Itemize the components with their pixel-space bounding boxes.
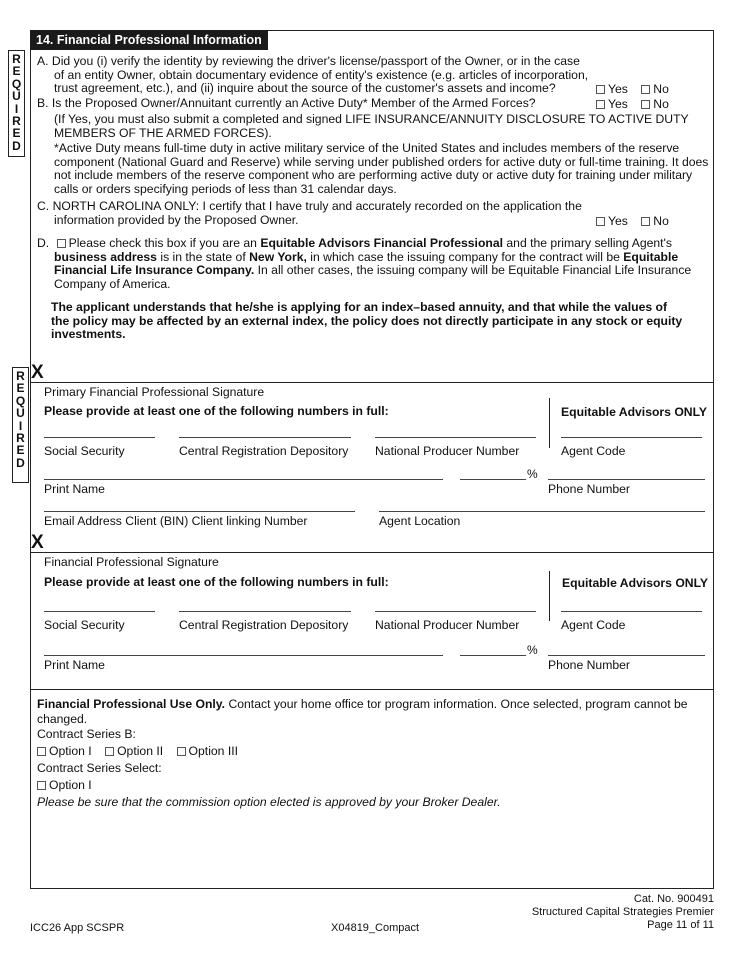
no-label: No [653, 97, 669, 111]
fp-use-divider [30, 689, 714, 690]
primary-equitable-only: Equitable Advisors ONLY [561, 405, 708, 419]
question-d-bold: business address [54, 249, 157, 264]
yes-label: Yes [608, 82, 628, 96]
index-annuity-acknowledgement [51, 301, 682, 342]
required-letter: U [12, 89, 21, 104]
question-d-bold: Equitable Advisors Financial Professional [260, 236, 503, 250]
question-d-text: in which case the issuing company for the contract will be [306, 249, 624, 264]
primary-agent-code-field[interactable] [561, 437, 702, 438]
primary-crd-field[interactable] [179, 437, 351, 438]
question-d-text: and the primary selling Agent's [503, 236, 672, 250]
secondary-print-name-field[interactable] [44, 655, 443, 656]
question-b-note [54, 113, 689, 140]
primary-numbers-prompt: Please provide at least one of the following numbers in full: [44, 404, 389, 418]
primary-agent-location-label: Agent Location [379, 514, 461, 528]
acknowledgement-line: the policy may be affected by an external index, the policy does not directly participate in any stock or equity [51, 313, 683, 328]
required-letter: E [12, 126, 21, 141]
series-b-option-2-checkbox[interactable] [105, 747, 114, 756]
secondary-numbers-prompt: Please provide at least one of the following numbers in full: [44, 575, 389, 589]
contract-series-b-options [37, 744, 248, 758]
required-letter: E [12, 64, 21, 79]
secondary-phone-label: Phone Number [548, 658, 630, 672]
question-b-no-checkbox[interactable] [641, 100, 650, 109]
series-b-option-label: Option I [49, 744, 92, 758]
secondary-crd-field[interactable] [179, 611, 351, 612]
product-name: Structured Capital Strategies Premier [531, 906, 714, 918]
required-letter: I [14, 101, 19, 116]
question-c-line: information provided by the Proposed Owner. [54, 212, 299, 227]
fp-use-text [37, 697, 707, 727]
primary-email-bin-field[interactable] [44, 511, 355, 512]
required-letter: E [16, 381, 25, 396]
secondary-signature-line[interactable] [30, 552, 714, 553]
required-tag-signature [12, 367, 29, 483]
no-label: No [653, 82, 669, 96]
acknowledgement-line: investments. [51, 327, 126, 341]
required-letter: Q [15, 393, 26, 408]
required-letter: D [12, 138, 21, 153]
no-label: No [653, 214, 669, 228]
question-c-answers [596, 214, 669, 228]
contract-series-select-label: Contract Series Select: [37, 761, 162, 775]
question-b-note-line: (If Yes, you must also submit a completed and signed LIFE INSURANCE/ANNUITY DISCLOSURE TO ACTIVE DUTY [54, 112, 689, 126]
primary-phone-field[interactable] [548, 479, 705, 480]
series-b-option-3-checkbox[interactable] [177, 747, 186, 756]
primary-npn-label: National Producer Number [375, 444, 520, 458]
question-d-prefix: D. [37, 236, 50, 250]
primary-ssn-label: Social Security [44, 444, 125, 458]
fp-use-body: changed. [37, 712, 88, 726]
required-letter: D [16, 455, 25, 470]
equitable-advisors-checkbox[interactable] [57, 239, 66, 248]
catalog-number: Cat. No. 900491 [633, 893, 714, 905]
primary-ssn-field[interactable] [44, 437, 155, 438]
question-d-bold: Financial Life Insurance Company. [54, 263, 255, 277]
secondary-percent-field[interactable] [460, 655, 526, 656]
required-letter: E [16, 443, 25, 458]
active-duty-line: not include members of the reserve component who are performing active duty or active duty for training under military [54, 168, 693, 182]
question-d-text: Company of America. [54, 276, 171, 291]
contract-series-b-label: Contract Series B: [37, 727, 136, 741]
primary-signature-label: Primary Financial Professional Signature [44, 385, 265, 399]
primary-email-bin-label: Email Address Client (BIN) Client linking Number [44, 514, 308, 528]
fp-use-heading: Financial Professional Use Only. [37, 697, 226, 711]
primary-print-name-label: Print Name [44, 482, 105, 496]
question-a-yes-checkbox[interactable] [596, 85, 605, 94]
primary-print-name-field[interactable] [44, 479, 443, 480]
secondary-percent-sign: % [527, 643, 538, 657]
secondary-npn-field[interactable] [375, 611, 536, 612]
question-a-no-checkbox[interactable] [641, 85, 650, 94]
active-duty-line: calls or orders specifying periods of less than 31 calendar days. [54, 181, 397, 196]
secondary-signature-x: X [31, 532, 44, 553]
secondary-print-name-label: Print Name [44, 658, 105, 672]
primary-crd-label: Central Registration Depository [179, 444, 349, 458]
required-letter: R [12, 52, 21, 66]
required-tag-top [8, 50, 25, 157]
secondary-npn-label: National Producer Number [375, 618, 520, 632]
secondary-equitable-only: Equitable Advisors ONLY [562, 576, 709, 590]
secondary-agent-code-field[interactable] [561, 611, 702, 612]
series-b-option-label: Option II [117, 744, 164, 758]
primary-signature-x: X [31, 362, 44, 383]
primary-phone-label: Phone Number [548, 482, 630, 496]
question-d-text: is in the state of [156, 249, 250, 264]
required-letter: Q [11, 76, 22, 91]
required-letter: I [18, 418, 23, 433]
primary-agent-code-label: Agent Code [561, 444, 626, 458]
primary-signature-line[interactable] [30, 382, 714, 383]
required-letter: R [16, 431, 25, 446]
question-a-line: of an entity Owner, obtain documentary evidence of entity's existence (e.g. articles of incorporation, [54, 67, 589, 82]
form-code: ICC26 App SCSPR [30, 922, 125, 934]
question-d-text: Please check this box if you are an [68, 236, 261, 250]
active-duty-line: component (National Guard and Reserve) while serving under published orders for active duty or full-time training. It does [54, 154, 709, 169]
question-c-line: C. NORTH CAROLINA ONLY: I certify that I have truly and accurately recorded on the application the [37, 199, 582, 213]
question-d-bold: Equitable [623, 249, 679, 264]
series-select-option-1-checkbox[interactable] [37, 781, 46, 790]
active-duty-line: *Active Duty means full-time duty in active military service of the United States and includes members of the reserve [54, 141, 680, 155]
primary-percent-field[interactable] [460, 479, 526, 480]
primary-equitable-divider [549, 398, 550, 448]
section-title: 14. Financial Professional Information [30, 30, 268, 50]
series-b-option-1-checkbox[interactable] [37, 747, 46, 756]
primary-agent-location-field[interactable] [379, 511, 705, 512]
secondary-ssn-field[interactable] [44, 611, 155, 612]
question-b: B. Is the Proposed Owner/Annuitant currently an Active Duty* Member of the Armed Forces? [37, 96, 536, 110]
required-letter: R [16, 369, 25, 383]
required-letter: R [12, 114, 21, 129]
question-c-yes-checkbox[interactable] [596, 217, 605, 226]
compact-code: X04819_Compact [331, 922, 420, 934]
contract-series-select-options [37, 778, 102, 792]
question-c-no-checkbox[interactable] [641, 217, 650, 226]
acknowledgement-line: The applicant understands that he/she is applying for an index–based annuity, and that while the values of [51, 300, 668, 314]
yes-label: Yes [608, 97, 628, 111]
secondary-agent-code-label: Agent Code [561, 618, 626, 632]
question-d-bold: New York, [249, 249, 307, 264]
secondary-crd-label: Central Registration Depository [179, 618, 349, 632]
active-duty-definition [54, 142, 708, 196]
page-number: Page 11 of 11 [647, 919, 714, 931]
question-b-note-line: MEMBERS OF THE ARMED FORCES). [54, 125, 272, 140]
commission-note: Please be sure that the commission option elected is approved by your Broker Dealer. [37, 795, 501, 809]
required-letter: U [16, 406, 25, 421]
catalog-info [500, 893, 714, 932]
question-b-yes-checkbox[interactable] [596, 100, 605, 109]
secondary-ssn-label: Social Security [44, 618, 125, 632]
series-select-option-label: Option I [49, 778, 92, 792]
question-a-answers [596, 82, 669, 96]
question-c [37, 200, 582, 227]
question-d [37, 237, 691, 291]
secondary-equitable-divider [549, 571, 550, 621]
secondary-phone-field[interactable] [548, 655, 705, 656]
question-d-text: In all other cases, the issuing company will be Equitable Financial Life Insurance [254, 263, 692, 277]
question-a [37, 55, 588, 96]
primary-percent-sign: % [527, 467, 538, 481]
question-a-line: trust agreement, etc.), and (ii) inquire about the source of the customer's assets and income? [54, 81, 556, 95]
question-b-answers [596, 97, 669, 111]
series-b-option-label: Option III [188, 744, 238, 758]
primary-npn-field[interactable] [375, 437, 536, 438]
question-a-line: A. Did you (i) verify the identity by reviewing the driver's license/passport of the Owner, or in the case [37, 54, 580, 68]
fp-use-body: Contact your home office tor program information. Once selected, program cannot be [225, 697, 688, 711]
yes-label: Yes [608, 214, 628, 228]
secondary-signature-label: Financial Professional Signature [44, 555, 219, 569]
